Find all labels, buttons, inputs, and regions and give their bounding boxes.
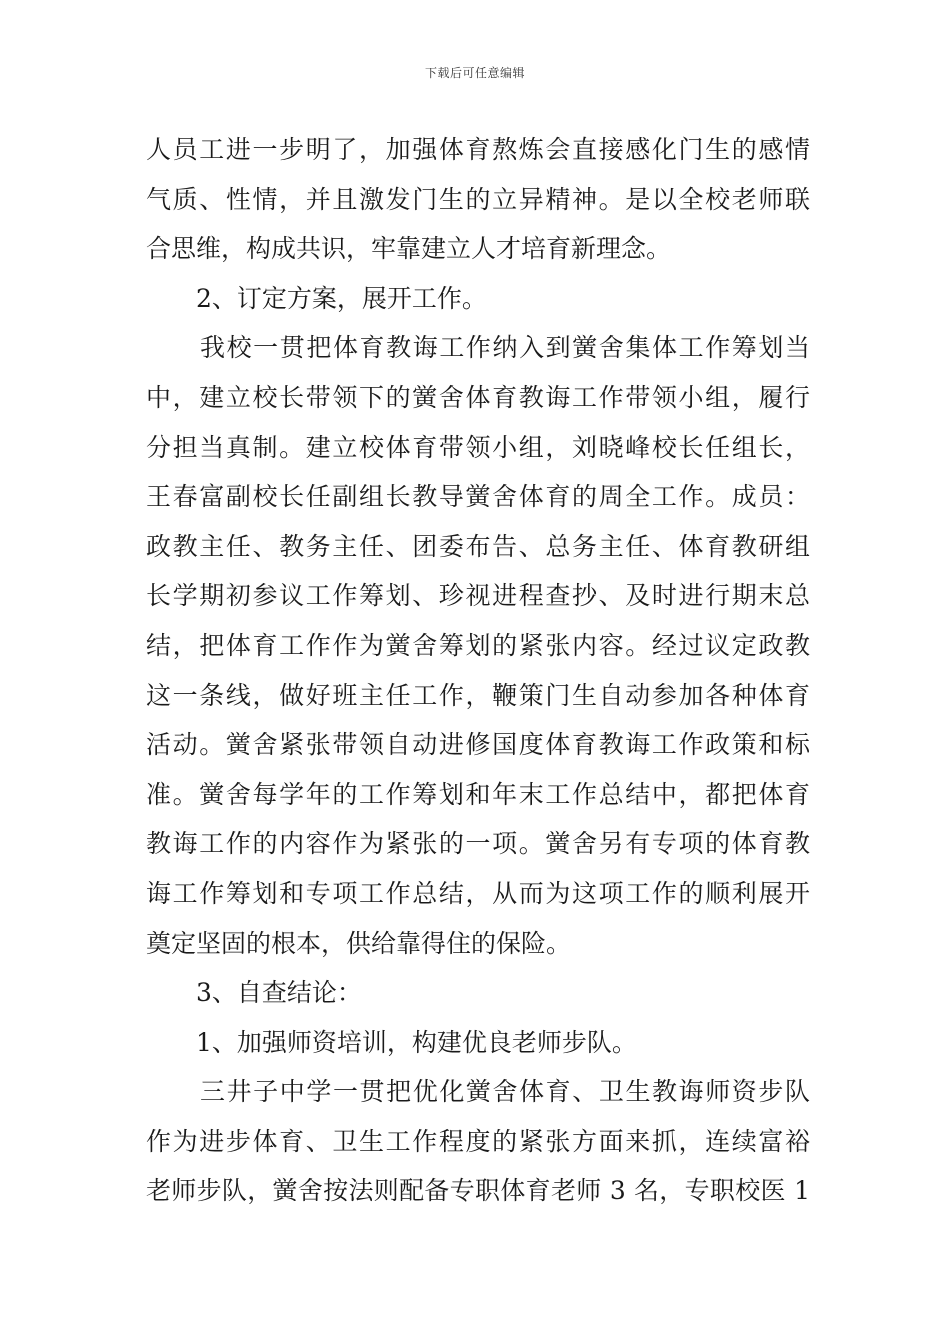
paragraph-line: 准。黉舍每学年的工作筹划和年末工作总结中，都把体育 (146, 779, 810, 809)
paragraph-line: 诲工作筹划和专项工作总结，从而为这项工作的顺利展开 (146, 878, 810, 908)
section-heading: 3、自查结论： (196, 978, 362, 1008)
paragraph-line: 人员工进一步明了，加强体育熬炼会直接感化门生的感情 (146, 135, 810, 164)
document-body (146, 125, 810, 1216)
paragraph-line: 王春富副校长任副组长教导黉舍体育的周全工作。成员： (146, 482, 810, 512)
page-header-note: 下载后可任意编辑 (424, 66, 525, 80)
paragraph-line: 我校一贯把体育教诲工作纳入到黉舍集体工作筹划当 (200, 333, 810, 363)
paragraph-line: 气质、性情，并且激发门生的立异精神。是以全校老师联 (146, 184, 810, 214)
paragraph-line: 这一条线，做好班主任工作，鞭策门生自动参加各种体育 (146, 680, 810, 710)
paragraph-line: 分担当真制。建立校体育带领小组，刘晓峰校长任组长， (146, 432, 810, 462)
paragraph-line: 作为进步体育、卫生工作程度的紧张方面来抓，连续富裕 (146, 1126, 810, 1156)
paragraph-line: 三井子中学一贯把优化黉舍体育、卫生教诲师资步队 (200, 1077, 810, 1107)
paragraph-line: 结，把体育工作作为黉舍筹划的紧张内容。经过议定政教 (146, 630, 810, 660)
paragraph-line: 老师步队，黉舍按法则配备专职体育老师 3 名，专职校医 1 (146, 1176, 810, 1206)
subsection-heading: 1、加强师资培训，构建优良老师步队。 (196, 1027, 637, 1057)
section-heading: 2、订定方案，展开工作。 (196, 283, 487, 313)
paragraph-line: 奠定坚固的根本，供给靠得住的保险。 (146, 928, 572, 958)
paragraph-line: 活动。黉舍紧张带领自动进修国度体育教诲工作政策和标 (146, 730, 810, 760)
paragraph-line: 合思维，构成共识，牢靠建立人才培育新理念。 (146, 234, 672, 264)
paragraph-line: 长学期初参议工作筹划、珍视进程查抄、及时进行期末总 (146, 581, 810, 611)
paragraph-line: 政教主任、教务主任、团委布告、总务主任、体育教研组 (146, 531, 810, 561)
paragraph-line: 中，建立校长带领下的黉舍体育教诲工作带领小组，履行 (146, 382, 810, 412)
paragraph-line: 教诲工作的内容作为紧张的一项。黉舍另有专项的体育教 (146, 829, 810, 859)
